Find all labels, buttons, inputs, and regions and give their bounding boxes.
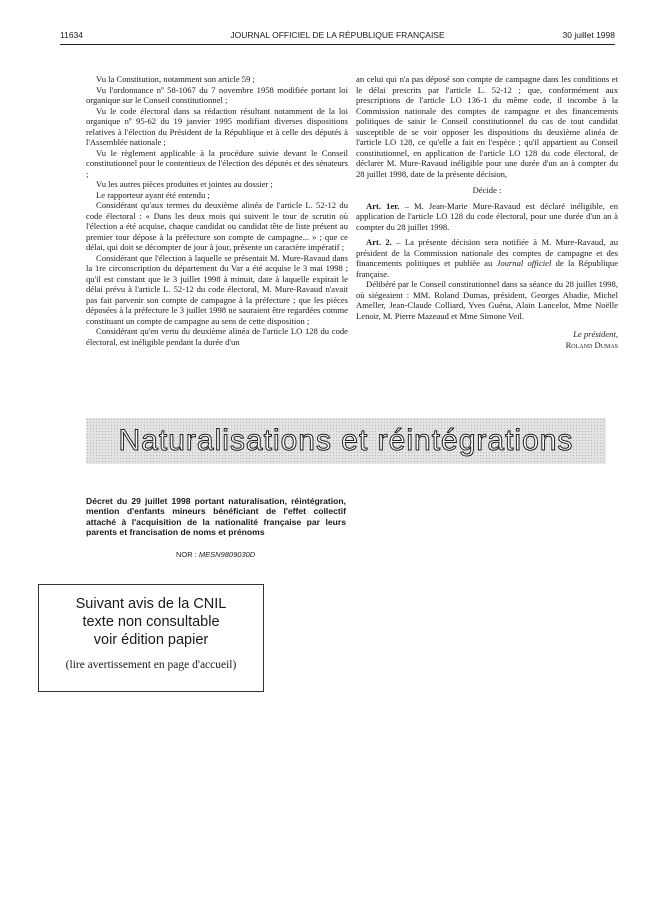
- notice-line-1: Suivant avis de la CNIL: [75, 596, 227, 612]
- paragraph: Vu l'ordonnance nº 58-1067 du 7 novembre 1958 modifiée portant loi organique sur le Conseil constitutionnel ;: [86, 84, 348, 105]
- paragraph: Vu la Constitution, notamment son article 59 ;: [96, 74, 255, 84]
- article-2: [356, 237, 618, 279]
- paragraph: Considérant qu'aux termes du deuxième alinéa de l'article L. 52-12 du code électoral : « Dans les deux mois qui suivent le tour de scrutin où l'élection a été acquise, chaque candidat ou candidat tête de liste présent au premier tour dépose à la préfecture son compte de campagne... » ; que ce délai, qui doit se décompter de jour à jour, présente un caractère impératif ;: [86, 200, 348, 252]
- paragraph: Vu le code électoral dans sa rédaction résultant notamment de la loi organique nº 95-62 du 19 janvier 1995 modifiant diverses dispositions relatives à l'élection du Président de la République et à celle des députés à l'Assemblée nationale ;: [86, 105, 348, 147]
- paragraph: Considérant qu'en vertu du deuxième alinéa de l'article LO 128 du code électoral, est inéligible pendant la durée d'un: [86, 326, 348, 347]
- paragraph: Vu le règlement applicable à la procédure suivie devant le Conseil constitutionnel pour le contentieux de l'élection des députés et des sénateurs ;: [86, 147, 348, 179]
- journal-title: JOURNAL OFFICIEL DE LA RÉPUBLIQUE FRANÇAISE: [230, 30, 445, 40]
- section-banner: [86, 418, 606, 464]
- paragraph: Considérant que l'élection à laquelle se présentait M. Mure-Ravaud dans la 1re circonscription du département du Var a été acquise le 3 mai 1998 ; qu'il est constant que le 3 juillet 1998 à minuit, date à laquelle expirait le délai prévu à l'article L. 52-12 du code électoral, M. Mure-Ravaud n'avait pas fait parvenir son compte de campagne à la préfecture ; que les pièces déposées à la préfecture le 3 juillet 1998 ne sauraient être regardées comme constituant un compte de campagne au sens de cette disposition ;: [86, 252, 348, 326]
- page-header: [60, 30, 615, 45]
- signature-title: Le président,: [573, 329, 618, 339]
- issue-date: 30 juillet 1998: [562, 30, 615, 40]
- section-title: Naturalisations et réintégrations: [118, 424, 574, 457]
- journal-name: Journal officiel: [496, 258, 552, 268]
- right-column: [356, 74, 618, 350]
- notice-line-4: (lire avertissement en page d'accueil): [65, 659, 237, 671]
- signature-name: Roland Dumas: [565, 339, 618, 350]
- article-2-text-end: de la République française.: [356, 258, 619, 279]
- decide-heading: Décide :: [472, 185, 502, 195]
- nor-code: MESN9809030D: [198, 550, 256, 559]
- paragraph: Le rapporteur ayant été entendu ;: [96, 189, 210, 200]
- notice-line-3: voir édition papier: [93, 632, 209, 648]
- decree-title: Décret du 29 juillet 1998 portant naturalisation, réintégration, mention d'enfants mineurs bénéficiant de l'effet collectif attaché à l'acquisition de la nationalité française par leurs parents et francisation de noms et prénoms: [86, 496, 346, 537]
- nor-label: NOR :: [176, 550, 199, 559]
- notice-line-2: texte non consultable: [82, 614, 220, 630]
- article-2-text: – La présente décision sera notifiée à M. Mure-Ravaud, au président de la Commission nationale des comptes de campagne et des financements politiques et publiée au: [356, 237, 618, 268]
- article-2-label: Art. 2.: [366, 237, 392, 247]
- page-number: 11634: [60, 30, 84, 40]
- paragraph: Vu les autres pièces produites et jointes au dossier ;: [96, 179, 273, 189]
- article-1-label: Art. 1er.: [366, 200, 400, 211]
- continuation-paragraph: an celui qui n'a pas déposé son compte de campagne dans les conditions et le délai prescrits par l'article L. 52-12 ; que, conformément aux prescriptions de l'article LO 136-1 du même code, il incombe à la Commission nationale des comptes de campagne et des financements politiques de saisir le Conseil constitutionnel du cas de tout candidat susceptible de se voir opposer les dispositions du deuxième alinéa de l'article LO 128, ce qu'elle a fait en l'espèce ; qu'il appartient au Conseil constitutionnel, en application de l'article LO 128 du code électoral, de déclarer M. Mure-Ravaud inéligible pour une durée d'un an à compter du 28 juillet 1998, date de la présente décision,: [356, 74, 618, 179]
- deliberation-paragraph: Délibéré par le Conseil constitutionnel dans sa séance du 28 juillet 1998, où siégeaient : MM. Roland Dumas, président, Georges Abadie, Michel Ameller, Jean-Claude Colliard, Yves Guéna, Alain Lancelot, Mme Noëlle Lenoir, M. Pierre Mazeaud et Mme Simone Veil.: [356, 279, 618, 321]
- cnil-notice-box: [38, 584, 264, 692]
- article-1: [356, 201, 618, 233]
- nor-reference: [176, 550, 255, 559]
- article-1-text: – M. Jean-Marie Mure-Ravaud est déclaré inéligible, en application de l'article LO 128 du code électoral, pour une durée d'un an à compter du 28 juillet 1998.: [356, 200, 618, 232]
- left-column: [86, 74, 348, 347]
